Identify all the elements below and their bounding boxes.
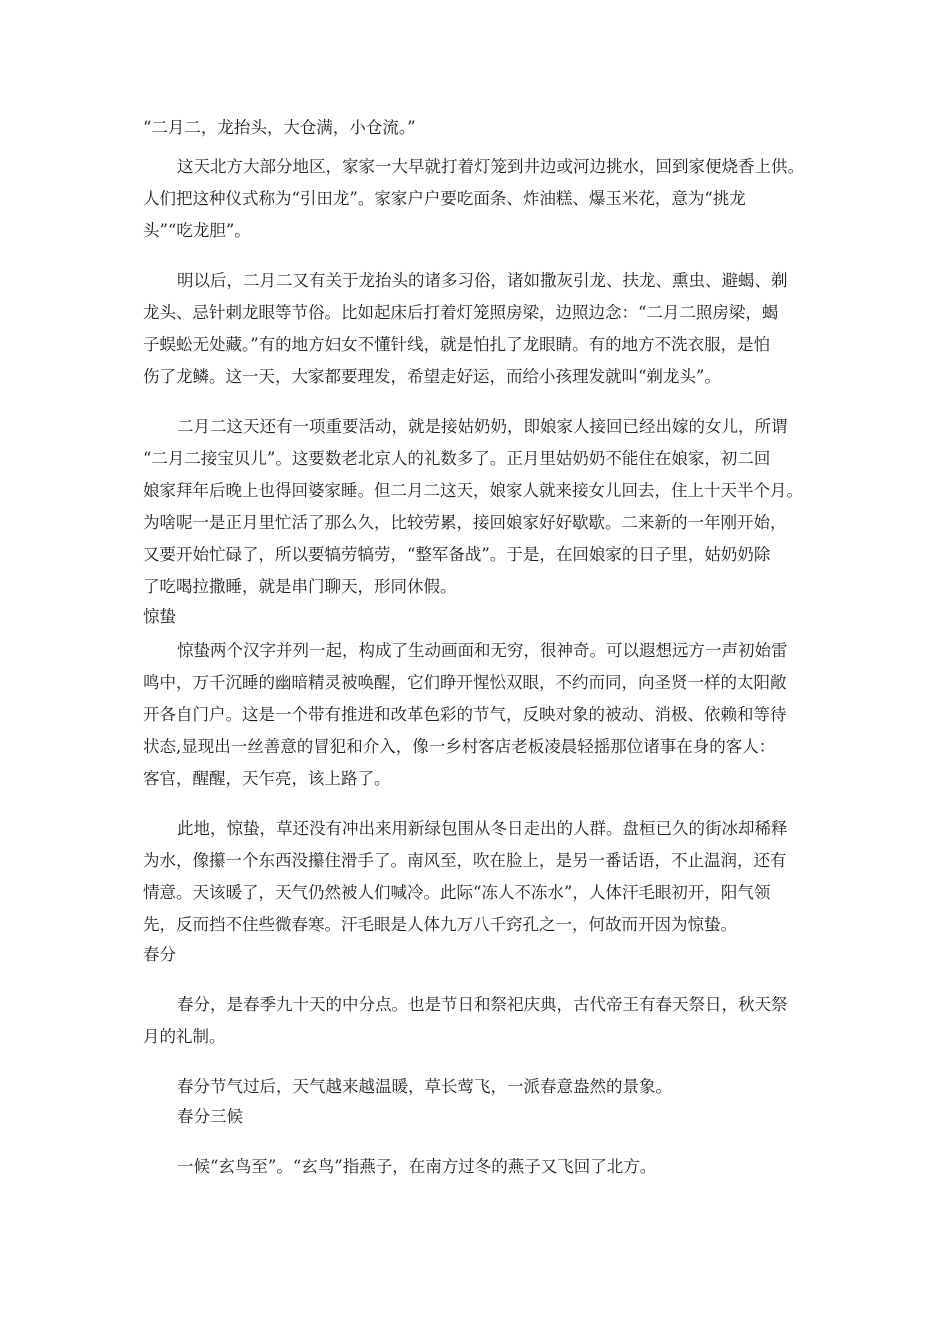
section-heading-jingzhe: 惊蛰	[143, 607, 176, 626]
paragraph-line: 客官，醒醒，天乍亮，该上路了。	[143, 769, 391, 788]
paragraph-line: 又要开始忙碌了，所以要犒劳犒劳，“整军备战”。于是，在回娘家的日子里，姑奶奶除	[143, 545, 771, 564]
paragraph-line: 二月二这天还有一项重要活动，就是接姑奶奶，即娘家人接回已经出嫁的女儿，所谓	[177, 417, 788, 436]
paragraph-line: 鸣中，万千沉睡的幽暗精灵被唤醒，它们睁开惺忪双眼，不约而同，向圣贤一样的太阳敞	[143, 673, 787, 692]
paragraph-line: 此地，惊蛰，草还没有冲出来用新绿包围从冬日走出的人群。盘桓已久的街冰却稀释	[177, 819, 788, 838]
paragraph-line: 子蜈蚣无处藏。”有的地方妇女不懂针线，就是怕扎了龙眼睛。有的地方不洗衣服，是怕	[143, 335, 771, 354]
quote-line: “二月二，龙抬头，大仓满，小仓流。”	[143, 118, 416, 137]
paragraph-line: 为啥呢一是正月里忙活了那么久，比较劳累，接回娘家好好歇歇。二来新的一年刚开始，	[143, 513, 787, 532]
paragraph-line: 春分，是春季九十天的中分点。也是节日和祭祀庆典，古代帝王有春天祭日，秋天祭	[177, 995, 788, 1014]
paragraph-line: 状态,显现出一丝善意的冒犯和介入，像一乡村客店老板凌晨轻摇那位诸事在身的客人：	[143, 737, 776, 756]
paragraph-line: 伤了龙鳞。这一天，大家都要理发，希望走好运，而给小孩理发就叫“剃龙头”。	[143, 367, 721, 386]
paragraph-line: 月的礼制。	[143, 1027, 226, 1046]
paragraph-line: 开各自门户。这是一个带有推进和改革色彩的节气，反映对象的被动、消极、依赖和等待	[143, 705, 787, 724]
paragraph-line: 一候“玄鸟至”。“玄鸟”指燕子，在南方过冬的燕子又飞回了北方。	[177, 1157, 657, 1176]
paragraph-line: 情意。天该暖了，天气仍然被人们喊冷。此际“冻人不冻水”，人体汗毛眼初开，阳气领	[143, 883, 771, 902]
paragraph-line: 娘家拜年后晚上也得回婆家睡。但二月二这天，娘家人就来接女儿回去，住上十天半个月。	[143, 481, 803, 500]
paragraph-line: 为水，像攥一个东西没攥住滑手了。南风至，吹在脸上，是另一番话语，不止温润，还有	[143, 851, 787, 870]
paragraph-line: “二月二接宝贝儿”。这要数老北京人的礼数多了。正月里姑奶奶不能住在娘家，初二回	[143, 449, 771, 468]
paragraph-line: 人们把这种仪式称为“引田龙”。家家户户要吃面条、炸油糕、爆玉米花，意为“挑龙	[143, 189, 746, 208]
section-heading-chunfen: 春分	[143, 945, 176, 964]
paragraph-line: 龙头、忌针刺龙眼等节俗。比如起床后打着灯笼照房梁，边照边念：“二月二照房梁，蝎	[143, 303, 779, 322]
paragraph-line: 春分节气过后，天气越来越温暖，草长莺飞，一派春意盎然的景象。	[177, 1077, 672, 1096]
paragraph-line: 头”“吃龙胆”。	[143, 221, 251, 240]
paragraph-line: 这天北方大部分地区，家家一大早就打着灯笼到井边或河边挑水，回到家便烧香上供。	[177, 157, 804, 176]
paragraph-line: 了吃喝拉撒睡，就是串门聊天，形同休假。	[143, 577, 457, 596]
paragraph-line: 惊蛰两个汉字并列一起，构成了生动画面和无穷，很神奇。可以遐想远方一声初始雷	[177, 641, 788, 660]
paragraph-line: 明以后，二月二又有关于龙抬头的诸多习俗，诸如撒灰引龙、扶龙、熏虫、避蝎、剃	[177, 271, 788, 290]
paragraph-line: 先，反而挡不住些微春寒。汗毛眼是人体九万八千窍孔之一，何故而开因为惊蛰。	[143, 915, 737, 934]
section-heading-chunfen-sanhou: 春分三候	[177, 1107, 243, 1126]
